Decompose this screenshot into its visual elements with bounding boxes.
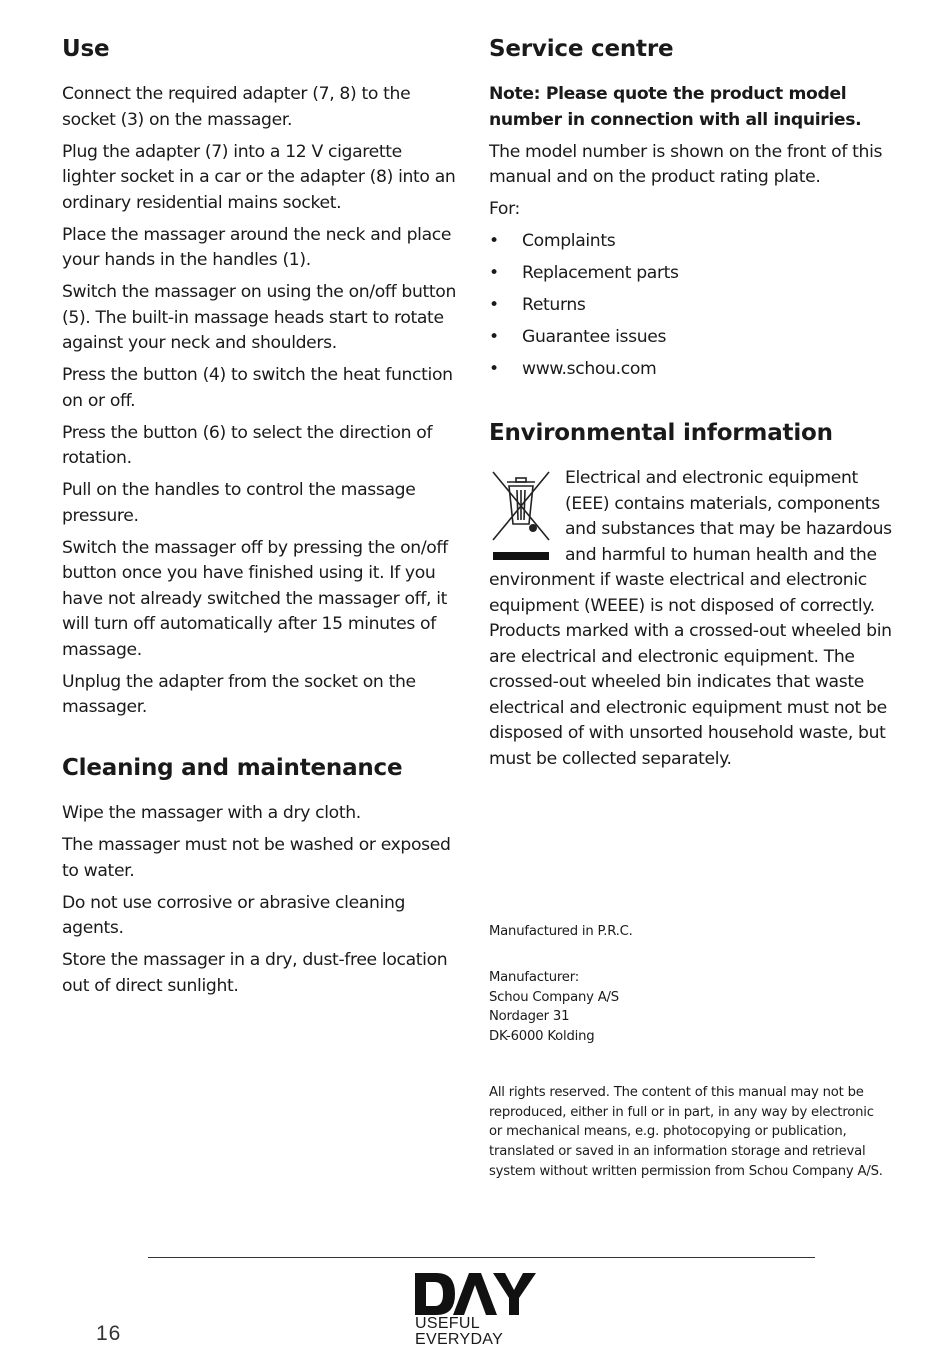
list-item: • Guarantee issues (489, 325, 894, 351)
use-paragraph: Press the button (6) to select the direction of rotation. (62, 422, 433, 468)
website-link[interactable]: www.schou.com (522, 359, 657, 379)
use-paragraph: Plug the adapter (7) into a 12 V cigarette lighter socket in a car or the adapter (8) into an ordinary residential mains socket. (62, 141, 456, 213)
manufacturer-street: Nordager 31 (489, 1009, 570, 1025)
page-number: 16 (96, 1322, 122, 1345)
rights-notice: All rights reserved. The content of this manual may not be reproduced, either in full or in part, in any way by electronic or mechanical means, e.g. photocopying or publication, translated or saved in an information storage and retrieval system without written permission from Schou Company A/S. (489, 1085, 883, 1179)
cleaning-paragraph: Wipe the massager with a dry cloth. (62, 803, 361, 823)
manufacturer-address (489, 968, 619, 1047)
manufactured-in: Manufactured in P.R.C. (489, 924, 633, 939)
environment-text: Electrical and electronic equipment (EEE) contains materials, components and substances that may be hazardous and harmful to human health and the environment if waste electrical and electronic equipment (WEEE) is not disposed of correctly. Products marked with a crossed-out wheeled bin are electrical and electronic equipment. The crossed-out wheeled bin indicates that waste electrical and electronic equipment must not be disposed of with unsorted household waste, but must be collected separately. (489, 468, 892, 769)
cleaning-paragraph: The massager must not be washed or exposed to water. (62, 835, 451, 881)
use-paragraph: Unplug the adapter from the socket on the massager. (62, 671, 416, 717)
manufacturer-label: Manufacturer: (489, 970, 579, 985)
cleaning-heading: Cleaning and maintenance (62, 755, 403, 781)
crossed-out-wheeled-bin-icon (489, 468, 553, 564)
environment-block (489, 466, 894, 772)
right-column (489, 36, 894, 779)
manufacturer-name: Schou Company A/S (489, 989, 619, 1005)
use-heading: Use (62, 36, 110, 62)
bullet-icon: • (489, 327, 499, 347)
footer-divider (148, 1257, 815, 1258)
use-paragraph: Pull on the handles to control the massage pressure. (62, 480, 416, 526)
use-paragraph: Press the button (4) to switch the heat function on or off. (62, 365, 453, 411)
service-list (489, 229, 894, 383)
day-logo-icon (415, 1273, 537, 1315)
bullet-icon: • (489, 263, 499, 283)
list-item: • Returns (489, 293, 894, 319)
service-note: Note: Please quote the product model number in connection with all inquiries. (489, 84, 862, 130)
list-item: • Replacement parts (489, 261, 894, 287)
cleaning-paragraph: Store the massager in a dry, dust-free location out of direct sunlight. (62, 950, 448, 996)
use-paragraph: Switch the massager off by pressing the on/off button once you have finished using it. If you have not already switched the massager off, it will turn off automatically after 15 minutes of massage. (62, 537, 448, 660)
cleaning-paragraph: Do not use corrosive or abrasive cleaning agents. (62, 892, 406, 938)
brand-logo (415, 1273, 540, 1347)
bullet-icon: • (489, 295, 499, 315)
logo-tagline-2: EVERYDAY (415, 1331, 504, 1348)
service-heading: Service centre (489, 36, 674, 62)
service-model-text: The model number is shown on the front of this manual and on the product rating plate. (489, 141, 883, 187)
use-paragraph: Place the massager around the neck and place your hands in the handles (1). (62, 224, 452, 270)
use-paragraph: Connect the required adapter (7, 8) to the socket (3) on the massager. (62, 84, 411, 130)
left-column (62, 36, 457, 1006)
logo-tagline-1: USEFUL (415, 1315, 480, 1332)
bullet-icon: • (489, 359, 499, 379)
list-item: • Complaints (489, 229, 894, 255)
environment-heading: Environmental information (489, 420, 833, 446)
list-item[interactable] (489, 357, 894, 383)
manufacturer-city: DK-6000 Kolding (489, 1029, 595, 1045)
bullet-icon: • (489, 231, 499, 251)
use-paragraph: Switch the massager on using the on/off button (5). The built-in massage heads start to rotate against your neck and shoulders. (62, 282, 456, 353)
service-for-label: For: (489, 199, 520, 219)
